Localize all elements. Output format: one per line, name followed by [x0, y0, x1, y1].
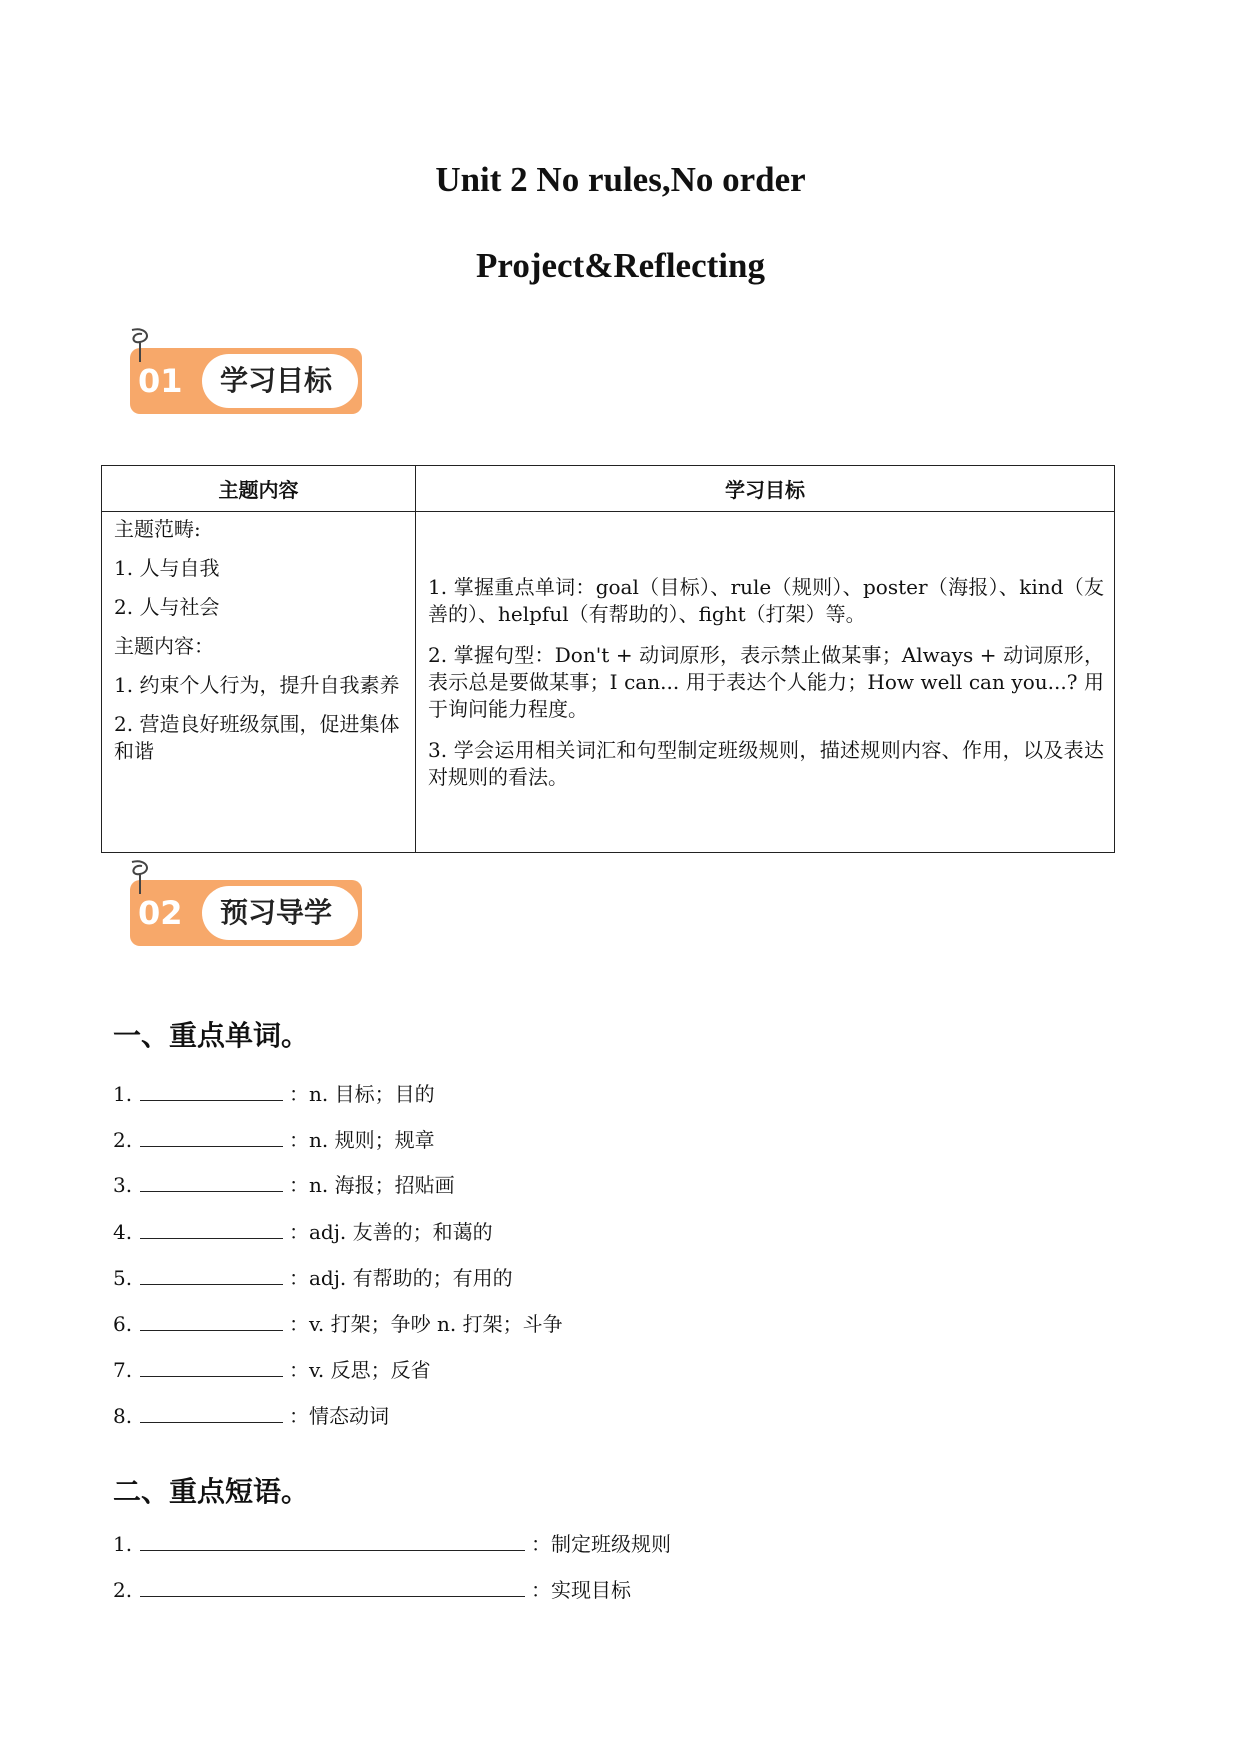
ribbon-curl-icon	[126, 858, 166, 898]
section-badge-goals	[126, 326, 362, 416]
badge-number: 02	[138, 894, 183, 932]
goal-item: 3. 学会运用相关词汇和句型制定班级规则，描述规则内容、作用，以及表达对规则的看法。	[428, 738, 1104, 789]
goal-item: 2. 掌握句型：Don't + 动词原形，表示禁止做某事；Always + 动词原形，表示总是要做某事；I can... 用于表达个人能力；How well can you...? 用于询问能力程度。	[428, 643, 1104, 721]
answer-blank[interactable]	[140, 1354, 283, 1377]
answer-blank[interactable]	[140, 1169, 283, 1192]
topic-line: 1. 人与自我	[114, 556, 220, 580]
answer-blank[interactable]	[140, 1216, 283, 1239]
table-header-goals: 学习目标	[416, 466, 1115, 512]
answer-blank[interactable]	[140, 1124, 283, 1147]
answer-blank[interactable]	[140, 1528, 525, 1551]
word-item: 7. ：v. 反思；反省	[113, 1354, 431, 1384]
word-item: 2. ：n. 规则；规章	[113, 1124, 435, 1154]
document-title: Unit 2 No rules,No order	[435, 160, 806, 199]
word-item: 8. ：情态动词	[113, 1400, 389, 1430]
section-badge-preview	[126, 858, 362, 948]
answer-blank[interactable]	[140, 1078, 283, 1101]
topic-line: 2. 营造良好班级氛围，促进集体和谐	[114, 712, 400, 763]
badge-label: 预习导学	[220, 896, 333, 929]
phrase-item: 1. ：制定班级规则	[113, 1528, 671, 1558]
phrase-item: 2. ：实现目标	[113, 1574, 631, 1604]
answer-blank[interactable]	[140, 1308, 283, 1331]
answer-blank[interactable]	[140, 1400, 283, 1423]
topic-line: 主题内容：	[114, 634, 214, 658]
topic-cell	[102, 512, 416, 853]
ribbon-curl-icon	[126, 326, 166, 366]
word-item: 3. ：n. 海报；招贴画	[113, 1169, 455, 1199]
answer-blank[interactable]	[140, 1262, 283, 1285]
badge-label: 学习目标	[220, 364, 333, 397]
word-item: 5. ：adj. 有帮助的；有用的	[113, 1262, 513, 1292]
section-heading-phrases: 二、重点短语。	[113, 1475, 310, 1508]
answer-blank[interactable]	[140, 1574, 525, 1597]
topic-line: 1. 约束个人行为，提升自我素养	[114, 673, 400, 697]
topic-line: 主题范畴:	[114, 517, 201, 541]
goal-item: 1. 掌握重点单词：goal（目标）、rule（规则）、poster（海报）、kind（友善的）、helpful（有帮助的）、fight（打架）等。	[428, 575, 1104, 626]
document-subtitle: Project&Reflecting	[476, 246, 765, 285]
word-item: 4. ：adj. 友善的；和蔼的	[113, 1216, 493, 1246]
word-item: 1. ：n. 目标；目的	[113, 1078, 435, 1108]
badge-number: 01	[138, 362, 183, 400]
topic-line: 2. 人与社会	[114, 595, 220, 619]
word-item: 6. ：v. 打架；争吵 n. 打架；斗争	[113, 1308, 563, 1338]
section-heading-words: 一、重点单词。	[113, 1019, 310, 1052]
goals-cell	[416, 512, 1115, 853]
table-header-topic: 主题内容	[102, 466, 416, 512]
goals-table	[101, 465, 1115, 853]
